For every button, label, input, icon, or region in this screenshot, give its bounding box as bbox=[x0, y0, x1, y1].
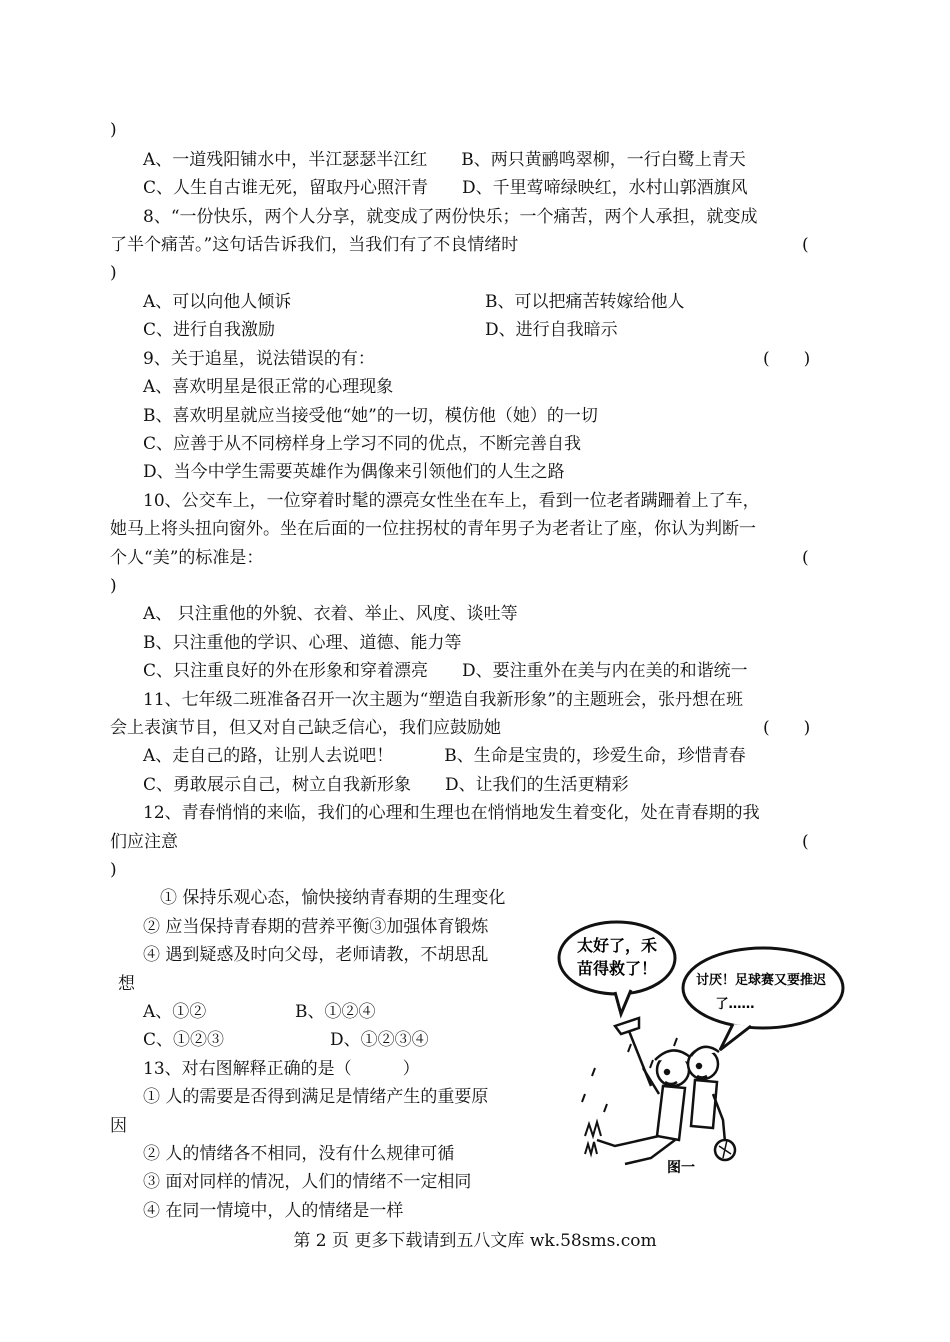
question-line: 12、青春悄悄的来临，我们的心理和生理也在悄悄地发生着变化，处在青春期的我 bbox=[143, 803, 760, 823]
statement-line: ③ 面对同样的情况，人们的情绪不一定相同 bbox=[143, 1172, 472, 1192]
answer-paren: ( ) bbox=[763, 349, 811, 369]
option-line: B、喜欢明星就应当接受他“她”的一切，模仿他（她）的一切 bbox=[143, 406, 598, 426]
question-line: 10、公交车上，一位穿着时髦的漂亮女性坐在车上，看到一位老者蹒跚着上了车， bbox=[143, 491, 760, 511]
speech-bubble-right bbox=[683, 948, 843, 1050]
option-line: B、可以把痛苦转嫁给他人 bbox=[485, 292, 685, 312]
answer-paren: ( bbox=[802, 832, 809, 852]
question-line: 11、七年级二班准备召开一次主题为“塑造自我新形象”的主题班会，张丹想在班 bbox=[143, 690, 744, 710]
bubble-left-line-2: 苗得救了！ bbox=[576, 959, 658, 978]
option-line: C、勇敢展示自己，树立自我新形象 D、让我们的生活更精彩 bbox=[143, 775, 629, 795]
option-line: A、可以向他人倾诉 bbox=[143, 292, 292, 312]
answer-paren: ( bbox=[802, 235, 809, 255]
speech-bubble-left bbox=[559, 922, 675, 1014]
option-line: C、应善于从不同榜样身上学习不同的优点，不断完善自我 bbox=[143, 434, 582, 454]
bubble-left-line-1: 太好了，禾 bbox=[576, 936, 658, 955]
bubble-right-line-1: 讨厌！足球赛又要推迟 bbox=[695, 973, 827, 988]
option-line: D、①②③④ bbox=[330, 1030, 429, 1050]
statement-line: ② 人的情绪各不相同，没有什么规律可循 bbox=[143, 1144, 455, 1164]
statement-line: 想 bbox=[118, 974, 135, 994]
option-line: D、进行自我暗示 bbox=[485, 320, 618, 340]
people-drawing bbox=[582, 1018, 735, 1164]
text-line: ) bbox=[110, 576, 117, 596]
option-line: D、当今中学生需要英雄作为偶像来引领他们的人生之路 bbox=[143, 462, 565, 482]
option-line: A、 只注重他的外貌、衣着、举止、风度、谈吐等 bbox=[143, 604, 518, 624]
answer-paren: ( bbox=[802, 548, 809, 568]
statement-line: ① 保持乐观心态，愉快接纳青春期的生理变化 bbox=[160, 888, 506, 908]
answer-paren: ( ) bbox=[763, 718, 811, 738]
text-line: ) bbox=[110, 120, 117, 140]
question-line: 13、对右图解释正确的是（ ） bbox=[143, 1059, 420, 1079]
question-line: 她马上将头扭向窗外。坐在后面的一位拄拐杖的青年男子为老者让了座，你认为判断一 bbox=[110, 519, 756, 539]
question-line: 8、“一份快乐，两个人分享，就变成了两份快乐；一个痛苦，两个人承担，就变成 bbox=[143, 207, 758, 227]
question-line: 会上表演节目，但又对自己缺乏信心，我们应鼓励她 bbox=[110, 718, 501, 738]
option-line: A、走自己的路，让别人去说吧！ B、生命是宝贵的，珍爱生命，珍惜青春 bbox=[143, 746, 746, 766]
page-footer: 第 2 页 更多下载请到五八文库 wk.58sms.com bbox=[293, 1231, 657, 1251]
option-line: A、喜欢明星是很正常的心理现象 bbox=[143, 377, 394, 397]
statement-line: ② 应当保持青春期的营养平衡③加强体育锻炼 bbox=[143, 917, 489, 937]
figure-caption: 图一 bbox=[667, 1160, 695, 1176]
statement-line: ④ 遇到疑惑及时向父母，老师请教，不胡思乱 bbox=[143, 945, 489, 965]
text-line: ) bbox=[110, 263, 117, 283]
cartoon-figure bbox=[555, 918, 845, 1180]
question-line: 了半个痛苦。”这句话告诉我们，当我们有了不良情绪时 bbox=[110, 235, 519, 255]
statement-line: ④ 在同一情境中，人的情绪是一样 bbox=[143, 1201, 404, 1221]
option-line: C、只注重良好的外在形象和穿着漂亮 D、要注重外在美与内在美的和谐统一 bbox=[143, 661, 748, 681]
option-line: B、①②④ bbox=[295, 1002, 376, 1022]
option-line: B、只注重他的学识、心理、道德、能力等 bbox=[143, 633, 462, 653]
statement-line: 因 bbox=[110, 1116, 127, 1136]
option-line: C、进行自我激励 bbox=[143, 320, 276, 340]
statement-line: ① 人的需要是否得到满足是情绪产生的重要原 bbox=[143, 1087, 489, 1107]
option-line: C、①②③ bbox=[143, 1030, 225, 1050]
option-line: A、①② bbox=[143, 1002, 207, 1022]
bubble-right-line-2: 了…… bbox=[715, 997, 755, 1012]
question-line: 个人“美”的标准是： bbox=[110, 548, 264, 568]
option-line: A、一道残阳铺水中，半江瑟瑟半江红 B、两只黄鹂鸣翠柳，一行白鹭上青天 bbox=[143, 150, 746, 170]
text-line: ) bbox=[110, 860, 117, 880]
question-line: 9、关于追星，说法错误的有： bbox=[143, 349, 375, 369]
option-line: C、人生自古谁无死，留取丹心照汗青 D、千里莺啼绿映红，水村山郭酒旗风 bbox=[143, 178, 748, 198]
question-line: 们应注意 bbox=[110, 832, 178, 852]
